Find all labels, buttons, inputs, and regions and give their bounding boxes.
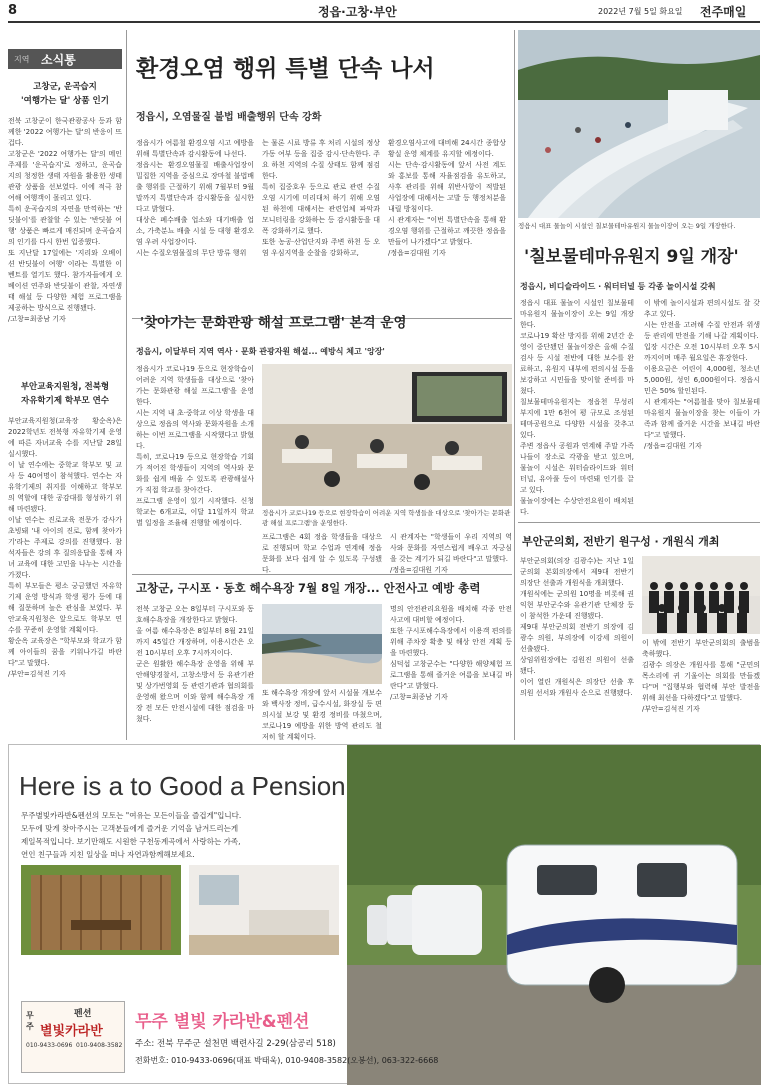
council-headline: 부안군의회, 전반기 원구성 · 개원식 개최	[522, 535, 720, 548]
advertisement	[8, 744, 760, 1084]
issue-date: 2022년 7월 5일 화요일	[598, 7, 683, 16]
pool-col2: 이 밖에 놀이시설과 편의시설도 잘 갖추고 있다. 시는 안전을 고려해 수질 안전과 위생 등 관리에 만전을 기해 나갈 계획이다. 입장 시간은 오전 10시부터 오후 5시까지이며 매주 월요일은 휴장한다. 이용요금은 어린이 4,000원, 청소년 5,000원, 성인 6,000원이다. 정읍시민은 50% 할인된다. 시 관계자는 "여름철을 맞아 칠보물테마유원지 물놀이장을 찾는 이들이 가족과 함께 즐거운 시간을 보내길 바란다"고 말했다. /정읍=김대원 기자	[644, 299, 760, 450]
lead-col1: 정읍시가 여름철 환경오염 시고 예방을 위해 특별단속과 감시활동에 나선다. 정읍시는 환경오염물질 배출사업장이 밀집한 지역을 중심으로 장마철 불법배출 행위를 근절하기 위해 7월부터 9월 말까지 특별단속과 감시활동을 실시한다고 밝혔다. 대상은 폐수배출 업소와 대기배출 업소, 가축분뇨 배출 시설 등 대형 환경오염 우려 사업장이다. 시는 수질오염물질의 무단 방류 행위	[136, 139, 254, 257]
culture-photo	[262, 364, 512, 506]
ad-sign-phone2: 010-9408-3582	[76, 1042, 123, 1049]
ad-sign-side: 무주	[26, 1011, 34, 1031]
beach-photo	[262, 604, 382, 684]
council-photo	[642, 556, 760, 634]
sidebar-title: 소식통	[41, 53, 76, 67]
side-story2-body: 부안교육지원청(교육장 황순옥)은 2022학년도 전북형 자유학기제 운영에 따른 자녀교육 수를 지난달 28일 실시했다. 이 날 연수에는 중학교 학부모 및 교사 등 40여명이 참석했다. 연수는 자유학기제의 취지를 이해하고 학부모의 역할에 대한 공감대를 형성하기 위해 마련됐다. 이날 연수는 진로교육 전문가 강사가 초빙돼 '내 아이의 진로, 함께 찾아가기'라는 주제로 강의를 진행했다. 참석자들은 강의 후 질의응답을 통해 자녀 교육에 대한 고민을 나누는 시간을 가졌다. 특히 부모들은 평소 궁금했던 자유학기제 운영 방식과 학생 평가 등에 대해 질문하며 높은 관심을 보였다. 부안교육지원청은 앞으로도 학부모 연수를 꾸준히 운영할 계획이다. 황순옥 교육장은 "학부모와 학교가 함께 아이들의 꿈을 키워나가길 바란다"고 말했다. /부안=김석진 기자	[8, 417, 122, 678]
lead-headline: 환경오염 행위 특별 단속 나서	[136, 56, 435, 82]
classroom-illustration	[262, 364, 512, 506]
council-col2: 이 밖에 전반기 부안군의회의 출범을 축하했다. 김광수 의장은 개원사를 통해 "군민의 목소리에 귀 기울이는 의회를 만들겠다"며 "집행부와 협력해 부안 발전을 위해 최선을 다하겠다"고 말했다. /부안=김석진 기자	[642, 639, 760, 713]
beach-col3: 명의 안전관리요원을 배치해 각종 안전사고에 대비할 예정이다. 또한 구시포해수욕장에서 이용객 편의를 위해 주차장 확충 및 해상 안전 계획 등을 마련했다. 심덕섭 고창군수는 "다양한 해양체험 프로그램을 통해 즐거운 여름을 보내길 바란다"고 밝혔다. /고창=최종남 기자	[390, 605, 512, 701]
section-divider-2	[132, 574, 512, 575]
ad-phone: 전화번호: 010-9433-0696(대표 박태욱), 010-9408-3582(오봉선), 063-322-6668	[135, 1056, 439, 1065]
lead-divider	[514, 30, 515, 330]
beach-col2: 또 해수욕장 개장에 앞서 시설물 개보수와 백사장 정비, 급수시설, 화장실 등 편의시설 보강 및 환경 정비를 마쳤으며, 코로나19 예방을 위한 방역 관리도 철저히 할 계획이다.	[262, 689, 382, 741]
interior-illustration	[189, 865, 339, 955]
side-story1-headline: 고창군, 운곡습지 '여행가는 달' 상품 인기	[21, 82, 109, 106]
sidebar-label: 지역	[14, 55, 30, 64]
wooden-deck-illustration	[21, 865, 181, 955]
council-col1: 부안군의회(의장 김광수)는 지난 1일 군의회 본회의장에서 제9대 전반기 의장단 선출과 개원식을 개최했다. 개원식에는 군의원 10명을 비롯해 권익현 부안군수와 유관기관 단체장 등이 참석한 가운데 진행됐다. 제9대 부안군의회 전반기 의장에 김광수 의원, 부의장에 이강세 의원이 선출됐다. 상임위원장에는 김원진 의원이 선출됐다. 이어 열린 개원식은 의장단 선출 후 의원 선서와 개원사 순으로 진행됐다.	[520, 557, 634, 697]
ad-deck-photo	[21, 865, 181, 955]
page-header	[0, 0, 768, 22]
ad-address: 주소: 전북 무주군 설천면 백련사길 2-29(삼공리 518)	[135, 1039, 336, 1049]
side-story1-body: 전북 고창군이 한국관광공사 등과 함께한 '2022 여행가는 달'의 반응이 뜨겁다. 고창군은 '2022 여행가는 달'의 메인 주제를 '운곡습지'로 정하고, 운곡습지의 청정한 생태 자원을 활용한 생태관광 상품을 선보였다. 이에 적극 참여해 여행객이 몰리고 있다. 특히 운곡습지의 자연을 만끽하는 '반딧불이'를 관찰할 수 있는 '반딧불 여행' 상품은 빠르게 매진되며 운곡습지의 인기를 다시 한번 입증했다. 또 지난달 17일에는 '지리와 오베이션 반딧불이 여행' 이라는 특별한 이벤트를 열기도 했다. 참가자들에게 오베이션 연주와 반딧불이 관찰, 자연생태 해설 등 다양한 체험 프로그램을 제공하는 방식으로 진행됐다. /고창=최종남 기자	[8, 117, 122, 323]
ad-caravan-photo	[347, 745, 761, 1085]
ad-interior-photo	[189, 865, 339, 955]
culture-col2: 프로그램은 4회 정읍 학생들을 대상으로 진행되며 학교 수업과 연계해 정읍 문화를 보다 쉽게 알 수 있도록 구성됐다.	[262, 533, 382, 574]
lead-col2: 는 물론 시료 방류 후 처리 시설의 정상 가동 여부 등을 집중 감시·단속한다. 주요 하천 지역의 수질 상태도 함께 점검한다. 특히 집중호우 등으로 관로 관련 수질오염 시기에 미리대처 하기 위해 오염된 하천에 대해서는 관련업체 파악과 모니터링을 강화하는 등 감시활동을 대폭 강화하기로 했다. 또한 농공·산업단지와 주변 하천 등 오염 우심지역을 순찰을 강화하고,	[262, 139, 380, 257]
beach-illustration	[262, 604, 382, 684]
lead-col3: 환경오염사고에 대비해 24시간 종합상황실 운영 체계를 유지할 예정이다. 시는 단속·감시활동에 앞서 사전 계도와 홍보를 통해 자율점검을 유도하고, 사후 관리를 위해 위반사항이 적발된 사업장에 대해서는 고발 등 행정처분을 내릴 방침이다. 시 관계자는 "이번 특별단속을 통해 환경오염 행위를 근절하고 깨끗한 정읍을 만들어 나가겠다"고 밝혔다. /정읍=김대원 기자	[388, 139, 506, 257]
section-name: 정읍·고창·부안	[318, 5, 397, 19]
group-photo-illustration	[642, 556, 760, 634]
header-rule	[8, 21, 760, 23]
sidebar-divider	[126, 30, 127, 740]
ad-sign-top: 펜션	[74, 1009, 92, 1019]
pool-caption: 정읍시 대표 물놀이 시설인 칠보물테마유원지 물놀이장이 오는 9일 개장한다.	[518, 222, 736, 230]
ad-sign-phone1: 010-9433-0696	[26, 1042, 73, 1049]
ad-sign-name: 별빛카라반	[40, 1024, 103, 1039]
pool-photo	[518, 30, 760, 218]
side-story2-headline: 부안교육지원청, 전북형 자유학기제 학부모 연수	[20, 382, 110, 406]
pool-col1: 정읍시 대표 물놀이 시설인 칠보물테마유원지 물놀이장이 오는 9일 개장한다. 코로나19 확산 방지를 위해 2년간 운영이 중단됐던 물놀이장은 올해 수질 검사 등 시설 전반에 대한 보수를 완료하고, 유원지 내부에 편의시설 등을 보강하고 시민들을 맞이할 준비를 마쳤다. 칠보물테마유원지는 정읍천 무성리 부지에 1만 6천여 평 규모로 조성된 테마공원으로 다양한 시설을 갖추고 있다. 주변 정읍사 공원과 연계해 주말 가족 나들이 장소로 각광을 받고 있으며, 물놀이 시설은 워터슬라이드와 워터터널, 유아풀 등이 마련돼 인기를 끌고 있다. 물놀이장에는 수상안전요원이 배치된다.	[520, 299, 634, 516]
culture-subhead: 정읍시, 이달부터 지역 역사 · 문화 관광자원 해설... 예방식 체고 '앙장'	[136, 347, 385, 356]
ad-sign	[21, 1001, 125, 1073]
culture-col1: 정읍시가 코로나19 등으로 현장학습이 어려운 지역 학생들을 대상으로 '찾아가는 문화관광 해설 프로그램'을 운영한다. 시는 지역 내 초·중학교 이상 학생을 대상으로 정읍의 역사와 문화자원을 소개하는 이번 프로그램을 시작했다고 밝혔다. 특히, 코로나19 등으로 현장학습 기회가 적어진 학생들이 지역의 역사와 문화를 쉽게 배울 수 있도록 관광해설사가 직접 학교를 찾아간다. 프로그램 운영이 있기 시작했다. 신청 학교는 6개교로, 이달 11일까지 학교별 일정을 조율해 진행할 예정이다.	[136, 365, 254, 527]
lead-subhead: 정읍시, 오염물질 불법 배출행위 단속 강화	[136, 112, 322, 123]
culture-caption: 정읍시가 코로나19 등으로 현장학습이 어려운 지역 학생들을 대상으로 '찾아가는 문화관광 해설 프로그램'을 운영한다.	[262, 509, 511, 527]
culture-headline: '찾아가는 문화관광 해설 프로그램' 본격 운영	[140, 315, 407, 331]
beach-headline: 고창군, 구시포 · 동호 해수욕장 7월 8일 개장... 안전사고 예방 총력	[136, 581, 481, 595]
culture-col3: 시 관계자는 "학생들이 우리 지역의 역사와 문화를 자연스럽게 배우고 자긍심을 갖는 계기가 되길 바란다"고 말했다. /정읍=김대원 기자	[390, 533, 512, 574]
ad-text: 무주별빛카라반&펜션의 모토는 "여유는 모든이들을 즐겁게"입니다. 모두에 맞게 찾아주시는 고객분들에게 즐거운 기억을 남겨드리는게 제일목적입니다. 보기만해도 시원한 구천동계곡에서 사랑하는 가족, 연인 친구들과 지친 일상을 떠나 자연과함께해보세요.	[21, 811, 242, 859]
paper-name: 전주매일	[700, 5, 747, 19]
center-divider-lower	[514, 330, 515, 740]
ad-name: 무주 별빛 카라반&펜션	[135, 1012, 310, 1032]
page-number: 8	[8, 3, 18, 18]
beach-col1: 전북 고창군 오는 8일부터 구시포와 동호해수욕장을 개장한다고 밝혔다. 올 여름 해수욕장은 8일부터 8월 21일까지 45일간 개장하며, 이용시간은 오전 10시부터 오후 7시까지이다. 군은 원활한 해수욕장 운영을 위해 부안해양경찰서, 고창소방서 등 유관기관 및 상가번영회 등 관련기관과 협의회를 운영해 왔으며 이와 함께 해수욕장 개장 전 모든 안전시설에 대한 점검을 마쳤다.	[136, 605, 254, 723]
right-section-divider	[518, 522, 760, 523]
pool-headline: '칠보물테마유원지 9일 개장'	[524, 247, 739, 267]
sidebar-label-box	[8, 49, 122, 69]
ad-title: Here is a to Good a Pension	[19, 771, 346, 801]
waterslide-illustration	[518, 30, 760, 218]
pool-subhead: 정읍시, 비디슬라이드 · 워터터널 등 각종 놀이시설 갖춰	[520, 282, 716, 291]
caravan-illustration	[347, 745, 761, 1085]
